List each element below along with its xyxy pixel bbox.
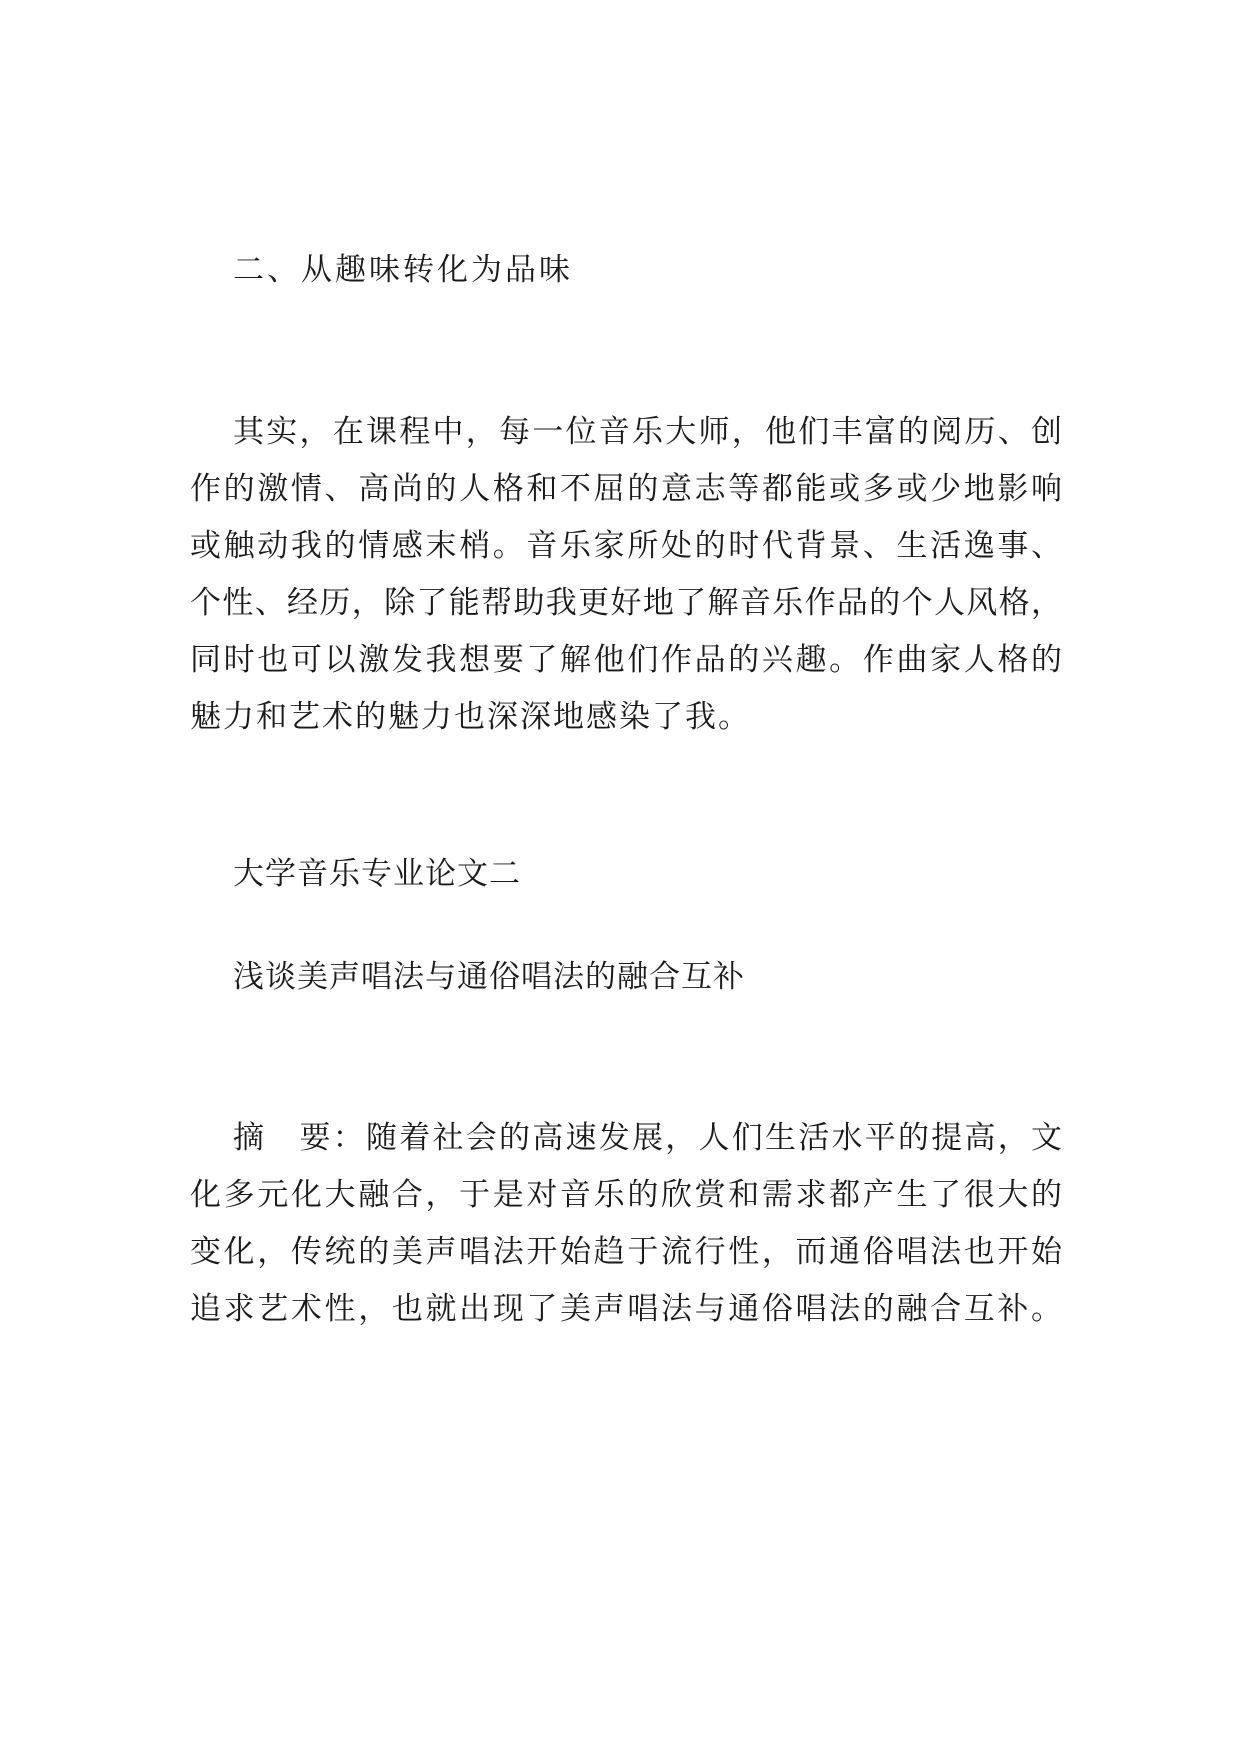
abstract-line: 变化，传统的美声唱法开始趋于流行性，而通俗唱法也开始 (190, 1234, 1062, 1270)
paper-heading: 大学音乐专业论文二 (233, 856, 521, 892)
abstract-line: 摘 要：随着社会的高速发展，人们生活水平的提高，文 (233, 1120, 1062, 1156)
abstract-line: 追求艺术性，也就出现了美声唱法与通俗唱法的融合互补。 (190, 1291, 1062, 1327)
paragraph-line: 或触动我的情感末梢。音乐家所处的时代背景、生活逸事、 (190, 528, 1062, 564)
paragraph-line: 同时也可以激发我想要了解他们作品的兴趣。作曲家人格的 (190, 642, 1062, 678)
paragraph-line: 其实，在课程中，每一位音乐大师，他们丰富的阅历、创 (233, 414, 1062, 450)
paragraph-line: 作的激情、高尚的人格和不屈的意志等都能或多或少地影响 (190, 471, 1062, 507)
paragraph-line: 魅力和艺术的魅力也深深地感染了我。 (190, 699, 751, 735)
paragraph-line: 个性、经历，除了能帮助我更好地了解音乐作品的个人风格， (190, 585, 1062, 621)
paper-title: 浅谈美声唱法与通俗唱法的融合互补 (233, 959, 745, 995)
abstract-line: 化多元化大融合，于是对音乐的欣赏和需求都产生了很大的 (190, 1177, 1062, 1213)
section-heading: 二、从趣味转化为品味 (233, 252, 573, 288)
